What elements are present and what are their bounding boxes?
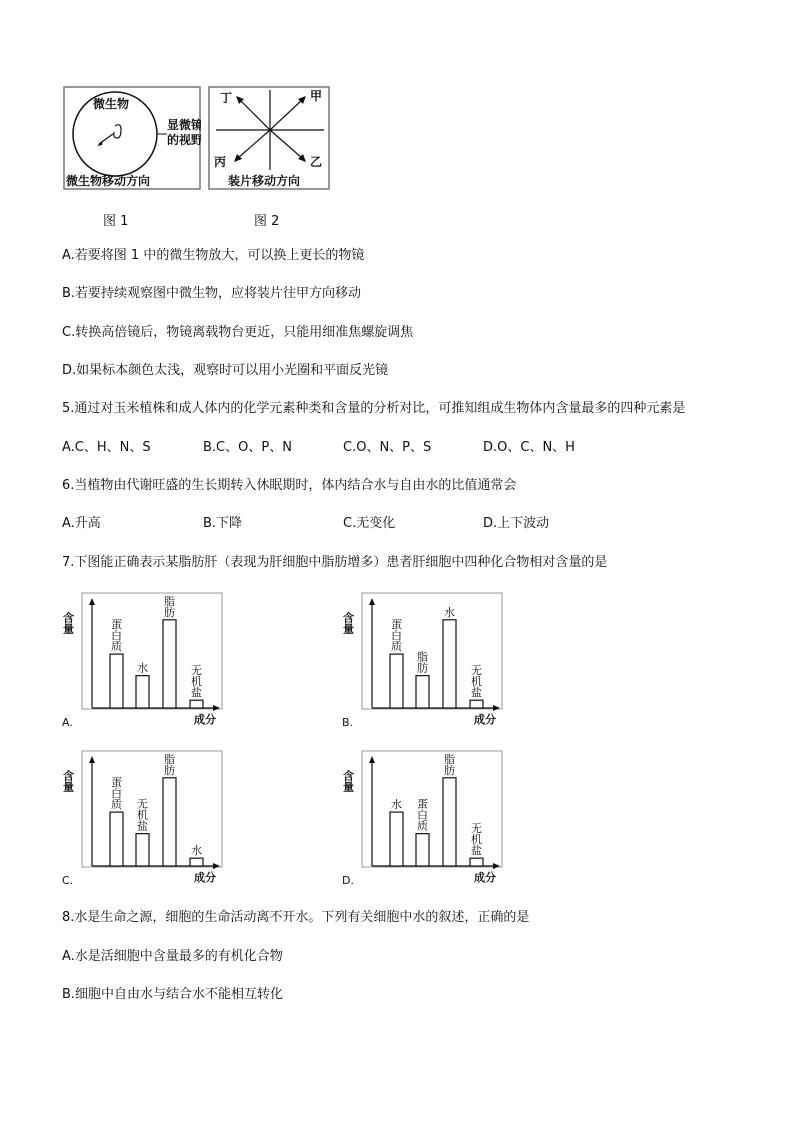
q4-option-c: C.转换高倍镜后，物镜离载物台更近，只能用细准焦螺旋调焦 bbox=[62, 325, 414, 340]
bar-category-label: 水 bbox=[137, 661, 148, 675]
bar-category-label: 无机盐 bbox=[471, 822, 482, 858]
chart-c-container bbox=[62, 750, 224, 888]
chart-option-letter: B. bbox=[342, 716, 354, 729]
y-axis-label: 含量 bbox=[342, 770, 355, 792]
figure-1 bbox=[63, 86, 201, 190]
chart-a-container bbox=[62, 592, 224, 730]
q4-option-a: A.若要将图 1 中的微生物放大，可以换上更长的物镜 bbox=[62, 248, 365, 263]
bar bbox=[163, 620, 176, 708]
fig2-yi: 乙 bbox=[310, 155, 323, 169]
q6-option-c: C.无变化 bbox=[343, 516, 396, 531]
bar-category-label: 水 bbox=[191, 844, 202, 858]
fig2-jia: 甲 bbox=[310, 89, 323, 103]
q5-option-a: A.C、H、N、S bbox=[62, 440, 151, 455]
fig1-bottom-label: 微生物移动方向 bbox=[66, 174, 151, 188]
bar bbox=[390, 812, 403, 866]
bar bbox=[416, 676, 429, 708]
figure-2-caption: 图 2 bbox=[254, 214, 280, 229]
bar-category-label: 水 bbox=[391, 798, 402, 812]
bar-category-label: 蛋白质 bbox=[391, 618, 402, 654]
figure-2 bbox=[208, 86, 330, 190]
bar bbox=[190, 700, 203, 708]
chart-option-letter: A. bbox=[62, 716, 73, 729]
q6-stem: 6.当植物由代谢旺盛的生长期转入休眠期时，体内结合水与自由水的比值通常会 bbox=[62, 478, 517, 493]
fig1-side-label-1: 显微镜 bbox=[167, 118, 201, 132]
q7-stem: 7.下图能正确表示某脂肪肝（表现为肝细胞中脂肪增多）患者肝细胞中四种化合物相对含量的是 bbox=[62, 555, 608, 570]
q6-option-a: A.升高 bbox=[62, 516, 101, 531]
bar bbox=[390, 654, 403, 708]
bar bbox=[470, 858, 483, 866]
fig2-bing: 丙 bbox=[214, 155, 227, 169]
bar bbox=[163, 778, 176, 866]
bar bbox=[110, 812, 123, 866]
chart-option-letter: C. bbox=[62, 874, 74, 887]
q8-option-a: A.水是活细胞中含量最多的有机化合物 bbox=[62, 949, 283, 964]
bar bbox=[443, 620, 456, 708]
x-axis-label: 成分 bbox=[474, 871, 496, 884]
bar-category-label: 无机盐 bbox=[191, 664, 202, 700]
q5-option-c: C.O、N、P、S bbox=[343, 440, 432, 455]
q4-option-d: D.如果标本颜色太浅，观察时可以用小光圈和平面反光镜 bbox=[62, 363, 389, 378]
bar bbox=[110, 654, 123, 708]
figure-2-drawing bbox=[208, 86, 330, 190]
bar bbox=[443, 778, 456, 866]
chart-b-container bbox=[342, 592, 504, 730]
q4-option-b: B.若要持续观察图中微生物，应将装片往甲方向移动 bbox=[62, 286, 362, 301]
y-axis-label: 含量 bbox=[342, 612, 355, 634]
bar-category-label: 蛋白质 bbox=[111, 776, 122, 812]
bar-category-label: 脂肪 bbox=[444, 752, 455, 777]
figure-1-caption: 图 1 bbox=[103, 214, 129, 229]
fig1-inner-label: 微生物 bbox=[93, 97, 130, 111]
figure-1-drawing bbox=[63, 86, 201, 190]
bar bbox=[136, 676, 149, 708]
bar bbox=[470, 700, 483, 708]
bar bbox=[190, 858, 203, 866]
bar bbox=[136, 834, 149, 866]
y-axis-label: 含量 bbox=[62, 612, 75, 634]
q5-stem: 5.通过对玉米植株和成人体内的化学元素种类和含量的分析对比，可推知组成生物体内含量最多的四种元素是 bbox=[62, 401, 686, 416]
x-axis-label: 成分 bbox=[194, 713, 216, 726]
y-axis-label: 含量 bbox=[62, 770, 75, 792]
chart-b bbox=[342, 592, 504, 730]
q8-stem: 8.水是生命之源，细胞的生命活动离不开水。下列有关细胞中水的叙述，正确的是 bbox=[62, 910, 530, 925]
bar-category-label: 脂肪 bbox=[164, 752, 175, 777]
chart-c bbox=[62, 750, 224, 888]
bar-category-label: 无机盐 bbox=[137, 797, 148, 833]
q5-option-d: D.O、C、N、H bbox=[483, 440, 575, 455]
chart-option-letter: D. bbox=[342, 874, 354, 887]
bar-category-label: 脂肪 bbox=[417, 650, 428, 675]
x-axis-label: 成分 bbox=[474, 713, 496, 726]
bar-category-label: 脂肪 bbox=[164, 594, 175, 619]
q5-option-b: B.C、O、P、N bbox=[203, 440, 292, 455]
q6-option-d: D.上下波动 bbox=[483, 516, 550, 531]
bar-category-label: 水 bbox=[444, 605, 455, 619]
chart-a bbox=[62, 592, 224, 730]
bar bbox=[416, 834, 429, 866]
bar-category-label: 蛋白质 bbox=[417, 797, 428, 833]
bar-category-label: 无机盐 bbox=[471, 664, 482, 700]
x-axis-label: 成分 bbox=[194, 871, 216, 884]
bar-category-label: 蛋白质 bbox=[111, 618, 122, 654]
q6-option-b: B.下降 bbox=[203, 516, 243, 531]
chart-d-container bbox=[342, 750, 504, 888]
fig2-ding: 丁 bbox=[220, 91, 233, 105]
fig2-bottom-label: 装片移动方向 bbox=[228, 174, 301, 188]
chart-d bbox=[342, 750, 504, 888]
fig1-side-label-2: 的视野 bbox=[167, 133, 201, 147]
q8-option-b: B.细胞中自由水与结合水不能相互转化 bbox=[62, 987, 284, 1002]
